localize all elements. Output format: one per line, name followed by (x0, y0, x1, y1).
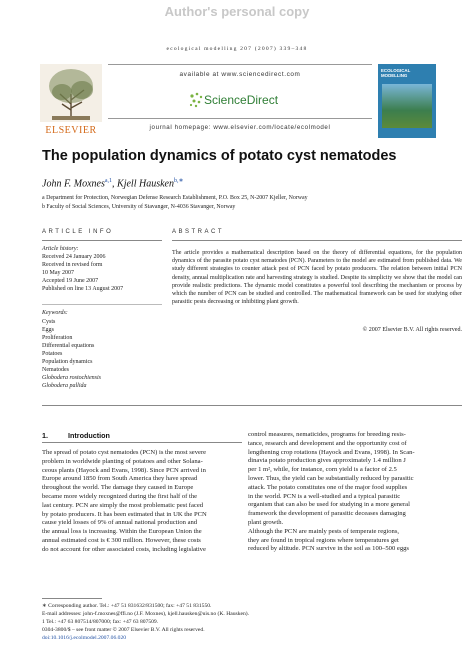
header-rule-mid (108, 118, 372, 119)
text-line: Europe around 1850 from South America they have spread (42, 475, 198, 483)
keyword: Potatoes (42, 351, 63, 357)
affiliation-b: b Faculty of Social Sciences, University of Stavanger, N-4036 Stavanger, Norway (42, 204, 236, 210)
footnote-rule (42, 598, 102, 599)
history-2: Received in revised form (42, 262, 103, 268)
history-4: Accepted 19 June 2007 (42, 278, 99, 284)
info-rule (42, 240, 162, 241)
text-line: they are found in tropical regions where temperatures get (248, 536, 399, 544)
author-1-affil: a,1 (104, 178, 113, 184)
publisher-name: ELSEVIER (45, 125, 97, 136)
author-2[interactable]: Kjell Hausken (117, 178, 174, 190)
abstract-rule (172, 240, 462, 241)
text-line: last century. PCN are simply the most problematic pest faced (42, 501, 204, 509)
keyword: Cysts (42, 319, 56, 325)
text-line: annual estimated cost is € 300 million. However, these costs (42, 536, 201, 544)
text-line: became more widely recognized during the first half of the (42, 492, 198, 500)
header-rule-top (108, 64, 372, 65)
section-number: 1. (42, 431, 48, 440)
intro-right-column (248, 431, 452, 554)
abstract-header: ABSTRACT (172, 229, 225, 235)
history-5: Published on line 13 August 2007 (42, 286, 124, 292)
watermark: Author's personal copy (164, 4, 310, 19)
history-label: Article history: (42, 246, 79, 252)
sciencedirect-dots-icon (188, 91, 204, 109)
text-line: lower. Thus, the yield can be substantially reduced by parasitic (248, 474, 414, 482)
keyword: Eggs (42, 327, 54, 333)
journal-cover-title: ECOLOGICAL MODELLING (381, 68, 411, 78)
keyword: Population dynamics (42, 359, 93, 365)
text-line: cause yield losses of 9% of annual national production and (42, 519, 198, 527)
sciencedirect-logo: ScienceDirect (204, 93, 279, 107)
text-line: the annual loss is increasing. Within the European Union the (42, 528, 202, 536)
text-line: dinavia potato production gives approximately 1.4 million J (248, 457, 406, 465)
text-line: The spread of potato cyst nematodes (PCN) is the most severe (42, 449, 207, 456)
section-heading (42, 431, 110, 440)
text-line: by potato producers. It has been estimated that in UK the PCN (42, 510, 207, 518)
keyword: Globodera pallida (42, 383, 87, 389)
text-line: plant growth. (248, 518, 284, 526)
journal-citation: ecological modelling 207 (2007) 339–348 (166, 46, 308, 52)
text-line: problem in worldwide planting of potatoes and other Solana- (42, 457, 203, 465)
doi-link[interactable]: doi:10.1016/j.ecolmodel.2007.06.020 (42, 635, 127, 641)
article-info-header: ARTICLE INFO (42, 229, 114, 235)
footnote-email[interactable]: E-mail addresses: john-f.moxnes@ffi.no (J.F. Moxnes), kjell.hausken@uis.no (K. Hausken). (42, 611, 250, 617)
text-line: do not account for other associated costs, including legislative (42, 545, 206, 553)
journal-cover-image (382, 84, 432, 128)
text-line: tance, research and development and the opportunity cost of (248, 439, 407, 447)
front-matter: 0304-3800/$ – see front matter © 2007 Elsevier B.V. All rights reserved. (42, 627, 205, 633)
info-divider (42, 304, 162, 305)
available-at-link[interactable]: available at www.sciencedirect.com (179, 71, 301, 78)
text-line: ceous plants (Hayock and Evans, 1998). Since PCN arrived in (42, 466, 206, 474)
keyword: Differential equations (42, 343, 95, 349)
keyword: Nematodes (42, 367, 69, 373)
section-title: Introduction (68, 431, 110, 440)
keyword: Proliferation (42, 335, 73, 341)
keyword: Globodera rostochiensis (42, 375, 101, 381)
keywords-label: Keywords: (42, 310, 68, 316)
author-2-affil: b,∗ (173, 178, 184, 184)
history-1: Received 24 January 2006 (42, 254, 106, 260)
text-line: control measures, nematicides, programs for breeding resis- (248, 431, 406, 438)
text-line: reduced by altitude. PCN survive in the soil as 100–500 eggs (248, 545, 409, 553)
text-line: in the world. PCN is a well-studied and a typical parasitic (248, 492, 401, 500)
authors: John F. Moxnes$^{a,1}$, Kjell Hausken$^{b,∗}$ (42, 178, 184, 190)
footnote-corresponding: ∗ Corresponding author. Tel.: +47 51 831632/831500; fax: +47 51 831550. (42, 603, 212, 609)
article-title: The population dynamics of potato cyst nematodes (42, 148, 397, 164)
footnote-tel: 1 Tel.: +47 63 807514/807000; fax: +47 63 807509. (42, 619, 159, 625)
text-line: attack. The potato constitutes one of the major food supplies (248, 483, 408, 491)
copyright: © 2007 Elsevier B.V. All rights reserved. (362, 327, 462, 333)
affiliation-a: a Department for Protection, Norwegian Defense Research Establishment, P.O. Box 25, N-2007 Kjeller, Norway (42, 195, 308, 201)
text-line: organism that can also be used for studying in a more general (248, 501, 410, 509)
text-line: throughout the world. The damage they caused in Europe (42, 484, 194, 492)
intro-left-column (42, 449, 246, 555)
abstract-text: The article provides a mathematical description based on the theory of differential equations, for the population dynamics of the parasite potato cyst nematodes (PCN). Parameters to the model are estimated from published data. We study different strategies to counter attack pest of PCN faced by potato producers. The relation between initial PCN density, annual multiplication rate and harvesting strategy is studied. Despite its simplicity we show that the model can provide realistic predictions. The dynamic model constitutes a powerful tool describing the mechanism or process by which the number of PCN can be studied and controlled. The mathematical framework can be used for studying other parasitic pests decreasing or inhibiting plant growth. (172, 250, 462, 306)
section-rule (42, 442, 242, 443)
text-line: per 1 m², while, for instance, corn yield is a factor of 2.5 (248, 466, 397, 474)
abstract-bottom-rule (42, 405, 462, 406)
journal-homepage-link[interactable]: journal homepage: www.elsevier.com/locate/ecolmodel (149, 124, 331, 131)
text-line: lengthening crop rotations (Hayock and Evans, 1998). In Scan- (248, 448, 415, 456)
history-3: 10 May 2007 (42, 270, 74, 276)
text-line: framework the development of parasitic deceases damaging (248, 510, 406, 518)
author-1[interactable]: John F. Moxnes (42, 178, 105, 190)
text-line: Although the PCN are mainly pests of temperate regions, (248, 527, 400, 535)
